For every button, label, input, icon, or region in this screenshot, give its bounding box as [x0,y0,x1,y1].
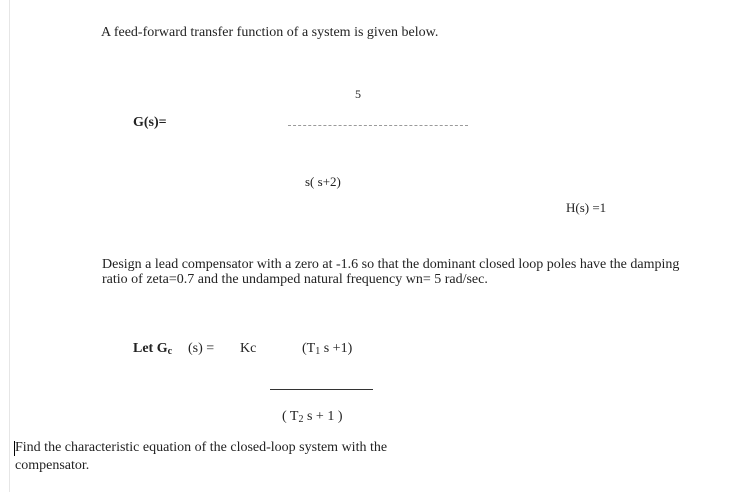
compensator-equals: (s) = [188,341,215,356]
numerator-subscript: 1 [315,346,321,357]
numerator-close: s +1) [320,341,353,356]
compensator-subscript: c [167,346,173,357]
fraction-line-solid [270,389,373,390]
compensator-let-text: Let G [133,341,168,356]
intro-text: A feed-forward transfer function of a system is given below. [101,25,439,40]
feedback-function: H(s) =1 [566,200,607,215]
numerator-open: (T [302,341,316,356]
compensator-label [133,341,172,357]
transfer-function-numerator: 5 [355,87,361,101]
design-instructions: Design a lead compensator with a zero at -1.6 so that the dominant closed loop poles have the damping ratio of zeta=0.7 and the undamped natural frequency wn= 5 rad/sec. [102,257,680,287]
denominator-close: s + 1 ) [303,409,343,424]
compensator-gain: Kc [240,341,257,356]
denominator-subscript: 2 [298,414,304,425]
compensator-numerator [302,341,352,357]
fraction-line-dashed [288,125,468,126]
compensator-denominator [282,409,342,425]
page-left-border [9,0,10,492]
denominator-open: ( T [282,409,299,424]
final-question[interactable]: Find the characteristic equation of the closed-loop system with the compensator. [15,440,388,473]
transfer-function-denominator: s( s+2) [305,174,341,189]
transfer-function-label: G(s)= [133,115,167,130]
